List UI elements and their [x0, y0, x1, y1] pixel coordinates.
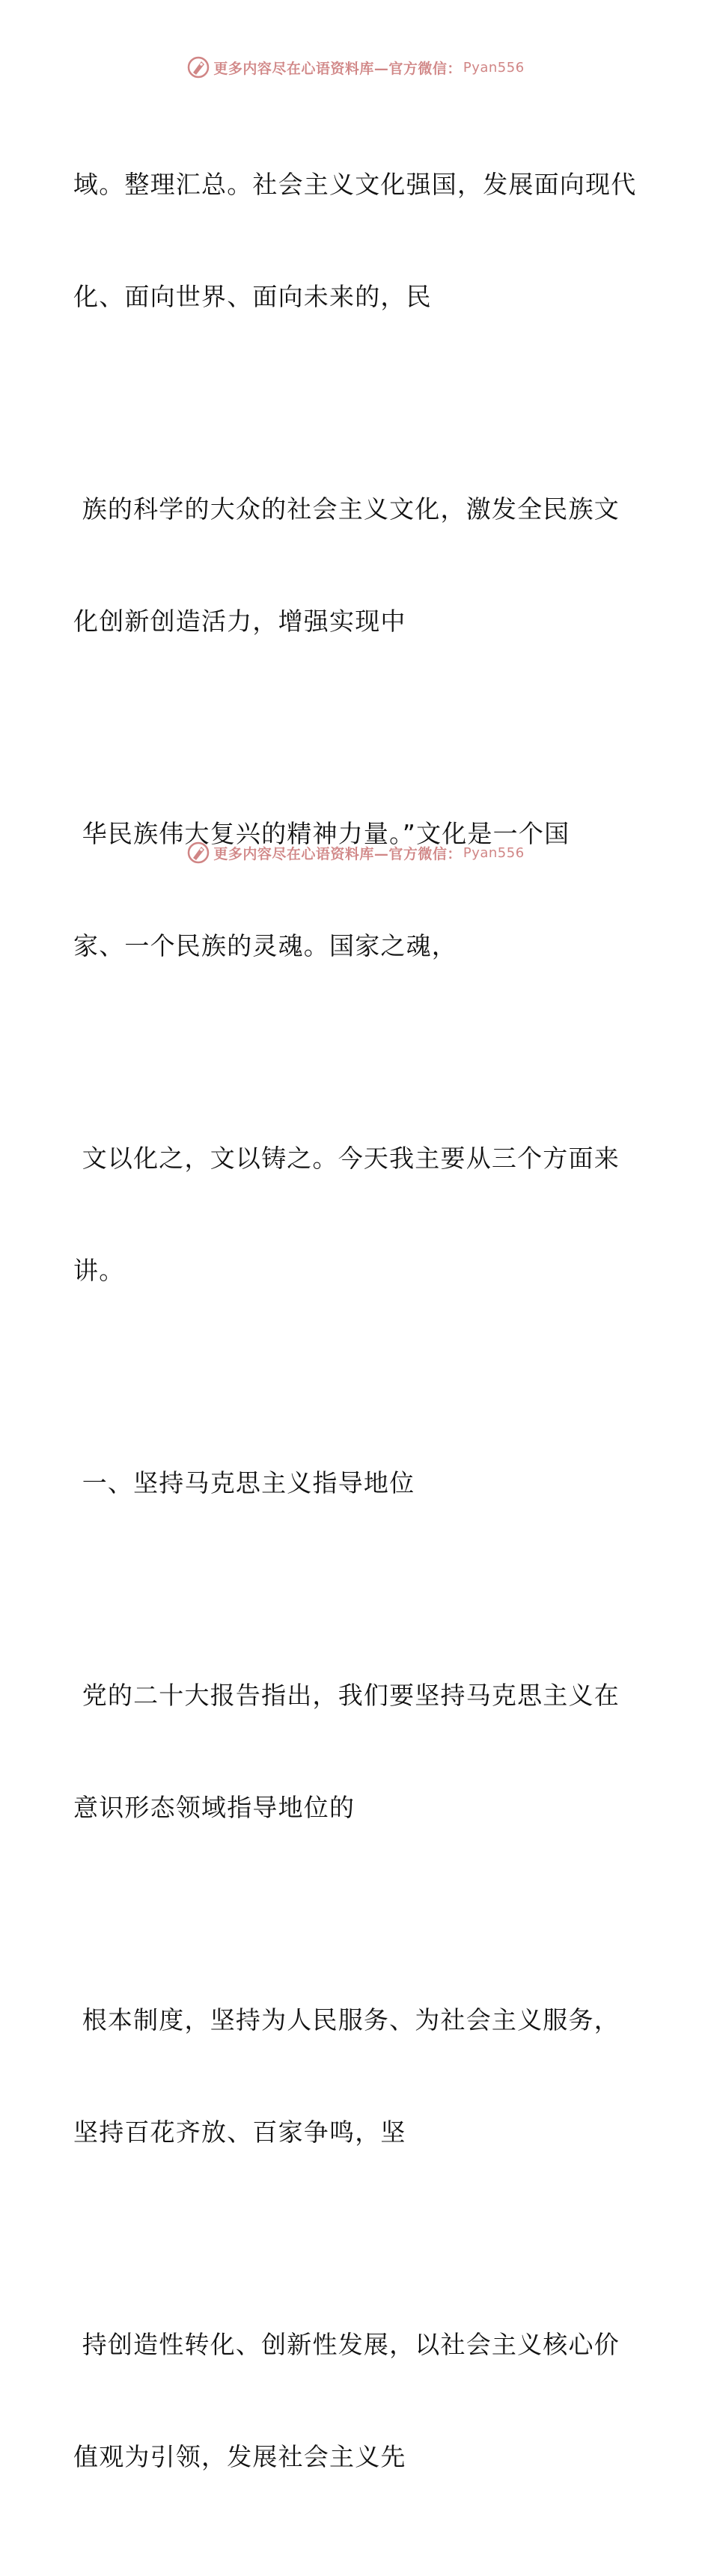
paragraph-3 — [73, 740, 657, 1040]
section-heading — [73, 1390, 657, 1577]
text-line: 讲。 — [73, 1256, 125, 1285]
text-line: 文以化之，文以铸之。今天我主要从三个方面来 — [73, 1144, 620, 1173]
text-line: 化、面向世界、面向未来的，民 — [73, 282, 432, 311]
paragraph-1 — [73, 91, 657, 390]
text-line: 意识形态领域指导地位的 — [73, 1793, 356, 1822]
watermark-wechat-id: Pyan556 — [463, 844, 525, 861]
watermark-wechat-id: Pyan556 — [463, 59, 525, 76]
footer-watermark — [0, 838, 711, 868]
text-line: 化创新创造活力，增强实现中 — [73, 607, 406, 636]
text-line: 族的科学的大众的社会主义文化，激发全民族文 — [73, 494, 620, 524]
heading-line: 一、坚持马克思主义指导地位 — [73, 1468, 415, 1497]
pen-nib-logo-icon — [186, 55, 210, 79]
paragraph-7 — [73, 2251, 657, 2551]
watermark-text: 更多内容尽在心语资料库—官方微信： — [213, 60, 462, 77]
paragraph-5 — [73, 1602, 657, 1901]
text-line: 党的二十大报告指出，我们要坚持马克思主义在 — [73, 1681, 620, 1710]
paragraph-4 — [73, 1065, 657, 1364]
text-line: 坚持百花齐放、百家争鸣，坚 — [73, 2117, 406, 2147]
document-body — [73, 91, 657, 2576]
paragraph-6 — [73, 1927, 657, 2226]
text-line: 家、一个民族的灵魂。国家之魂， — [73, 931, 457, 960]
pen-nib-logo-icon — [186, 841, 210, 865]
text-line: 域。整理汇总。社会主义文化强国，发展面向现代 — [73, 170, 637, 199]
text-line: 华民族伟大复兴的精神力量。”文化是一个国 — [73, 819, 570, 848]
paragraph-2 — [73, 416, 657, 715]
text-line: 持创造性转化、创新性发展，以社会主义核心价 — [73, 2330, 620, 2359]
text-line: 根本制度，坚持为人民服务、为社会主义服务， — [73, 2005, 620, 2034]
text-line: 值观为引领，发展社会主义先 — [73, 2442, 406, 2471]
header-watermark — [0, 52, 711, 82]
watermark-text: 更多内容尽在心语资料库—官方微信： — [213, 845, 462, 862]
